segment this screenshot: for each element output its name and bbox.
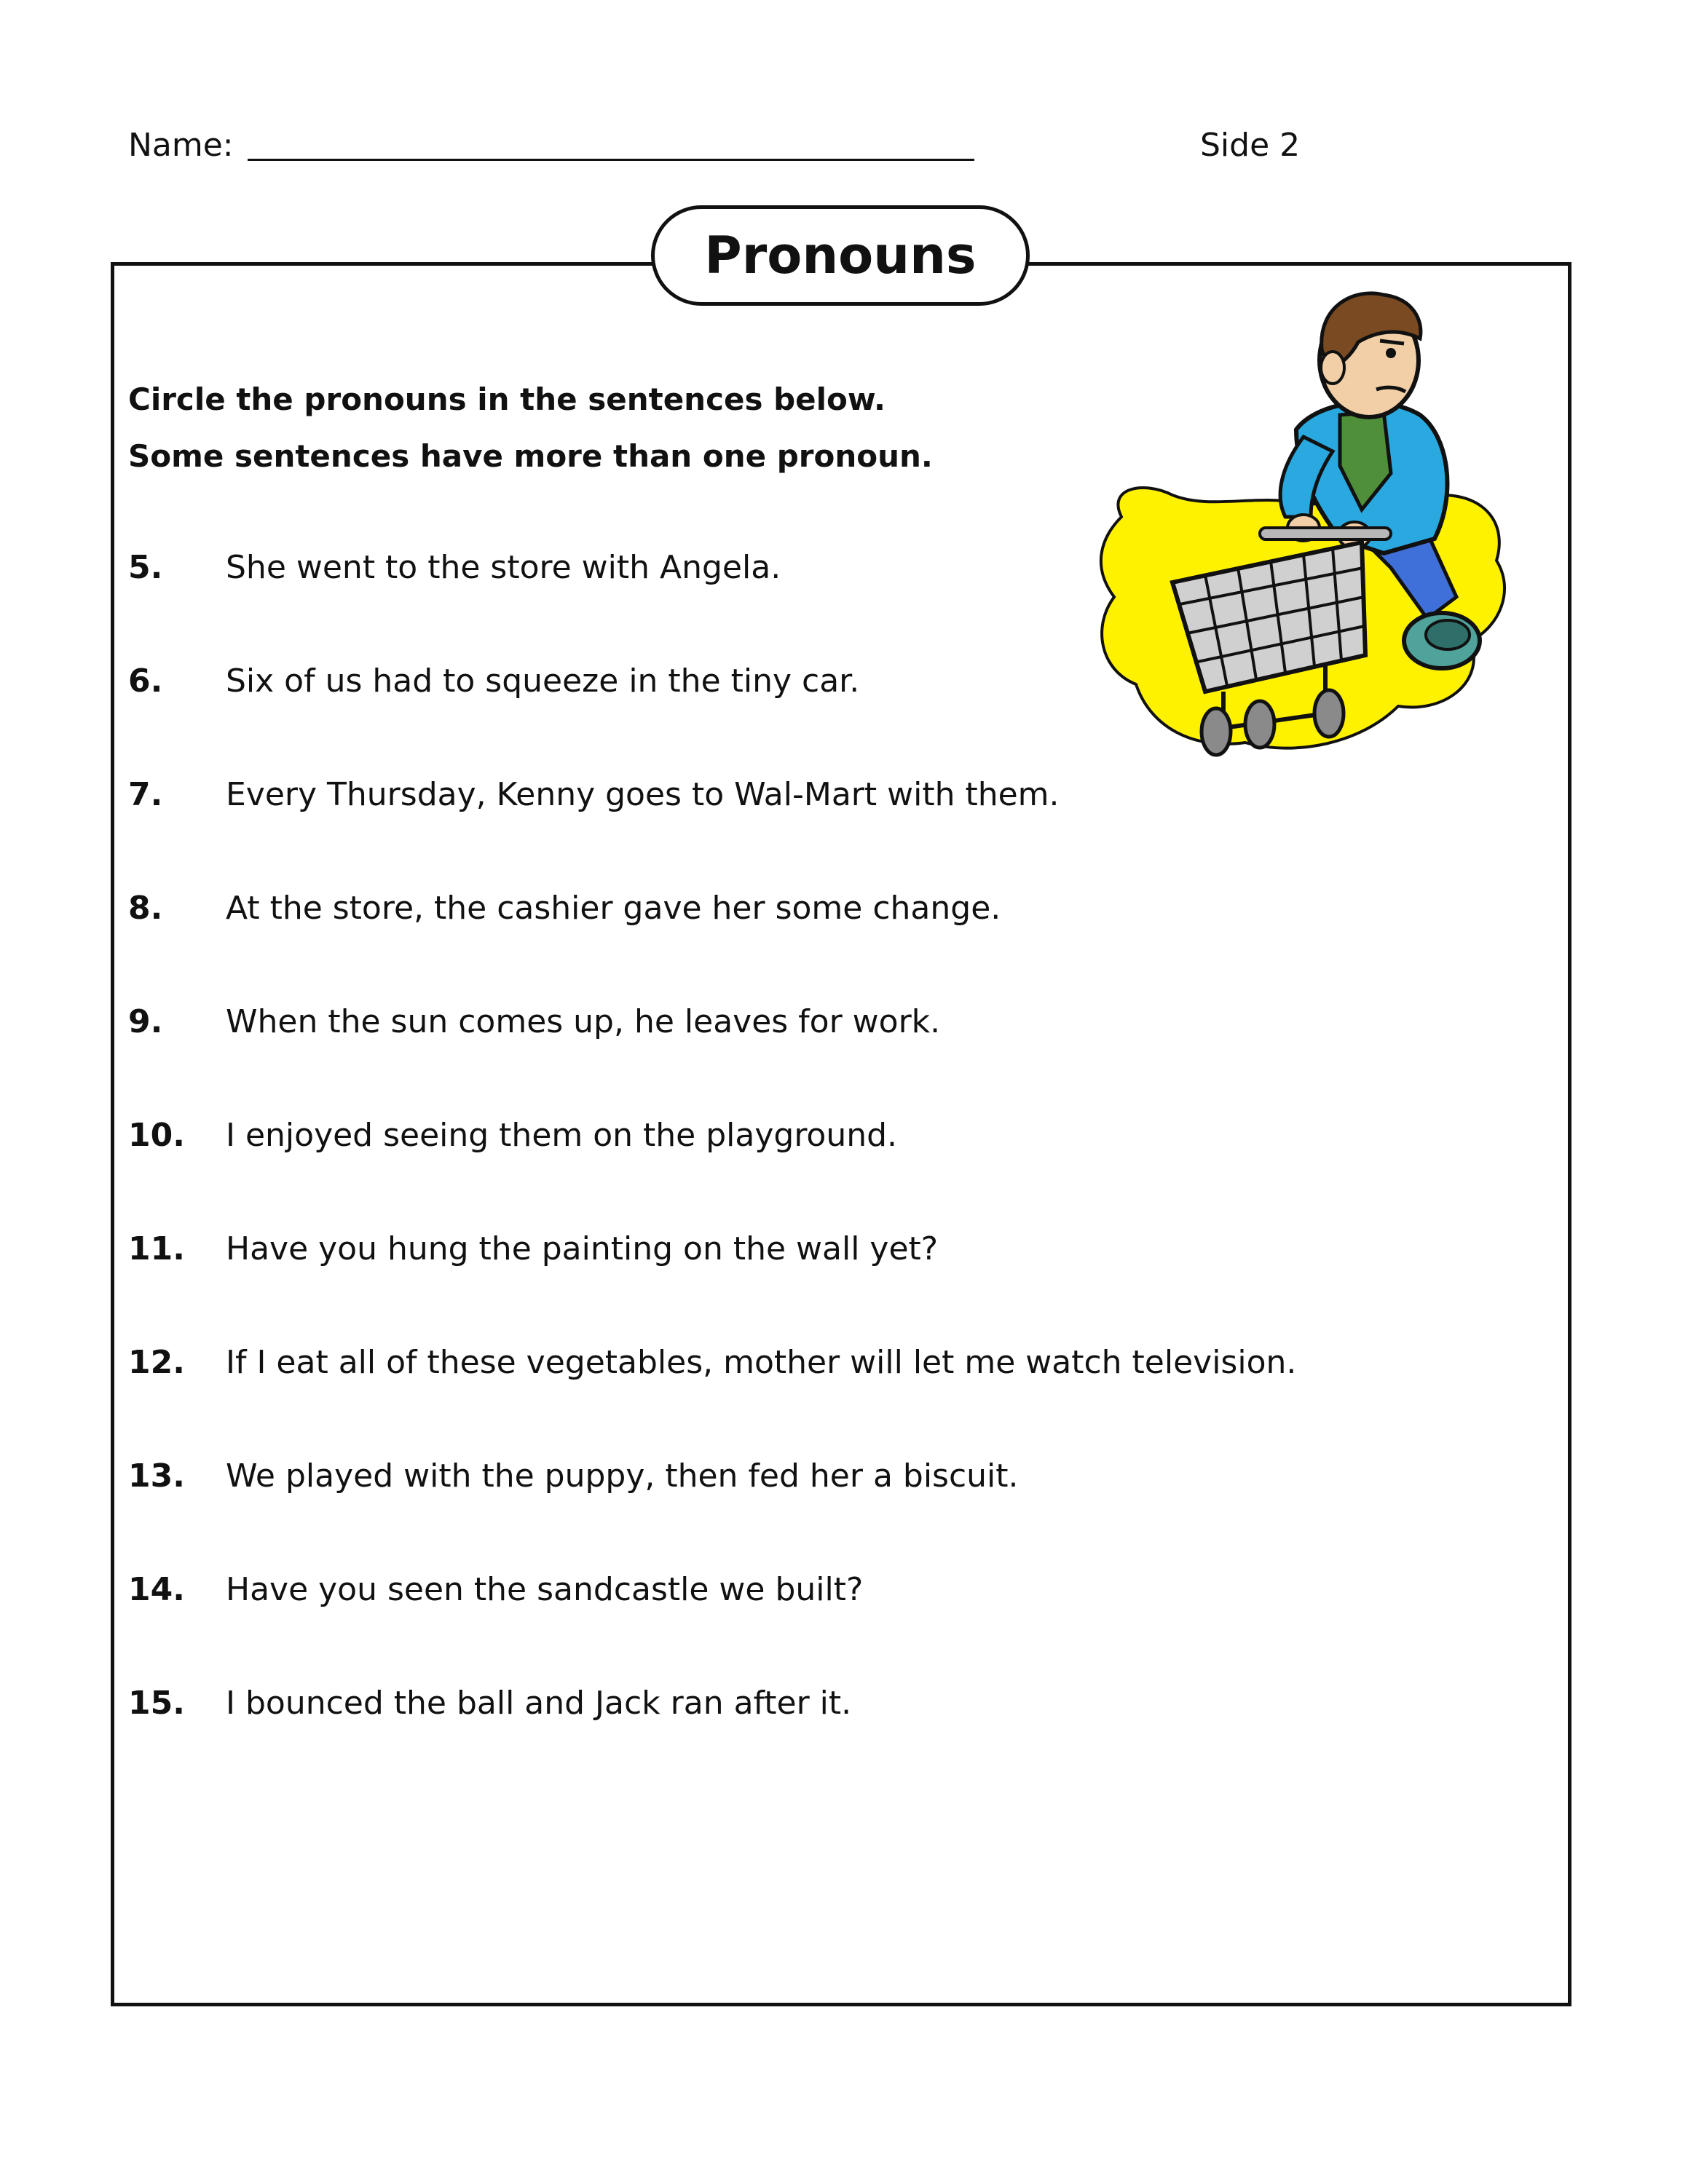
question-item (128, 1224, 1512, 1337)
cart-wheel (1245, 701, 1274, 748)
question-number: 9. (128, 1003, 163, 1040)
question-sentence[interactable]: At the store, the cashier gave her some change. (226, 890, 1001, 927)
cart-wheel (1314, 690, 1344, 737)
question-sentence[interactable]: Have you seen the sandcastle we built? (226, 1571, 864, 1608)
question-sentence[interactable]: She went to the store with Angela. (226, 549, 781, 586)
question-number: 10. (128, 1117, 185, 1154)
instructions (128, 371, 933, 485)
question-item (128, 1678, 1512, 1792)
name-blank-line[interactable] (248, 159, 974, 161)
question-sentence[interactable]: Six of us had to squeeze in the tiny car. (226, 662, 860, 700)
cart-handle (1260, 528, 1391, 539)
question-number: 5. (128, 549, 163, 586)
cart-wheel (1202, 708, 1231, 755)
question-number: 14. (128, 1571, 185, 1608)
worksheet-header (0, 116, 1688, 175)
question-sentence[interactable]: Have you hung the painting on the wall yet? (226, 1230, 939, 1267)
man-pushing-shopping-cart-illustration (1078, 277, 1522, 786)
question-number: 11. (128, 1230, 185, 1267)
question-item (128, 769, 1512, 883)
question-item (128, 1110, 1512, 1224)
question-item (128, 883, 1512, 997)
question-sentence[interactable]: I bounced the ball and Jack ran after it. (226, 1685, 852, 1722)
question-sentence[interactable]: When the sun comes up, he leaves for work. (226, 1003, 941, 1040)
question-number: 15. (128, 1685, 185, 1722)
question-item (128, 997, 1512, 1110)
page-title: Pronouns (704, 226, 977, 285)
question-number: 12. (128, 1344, 185, 1381)
title-banner (651, 205, 1030, 306)
question-sentence[interactable]: If I eat all of these vegetables, mother will let me watch television. (226, 1344, 1297, 1381)
name-label: Name: (128, 127, 234, 164)
question-number: 13. (128, 1457, 185, 1495)
question-item (128, 1564, 1512, 1678)
question-number: 6. (128, 662, 163, 700)
question-item (128, 1337, 1512, 1451)
question-sentence[interactable]: We played with the puppy, then fed her a biscuit. (226, 1457, 1019, 1495)
side-label: Side 2 (1200, 127, 1301, 164)
question-sentence[interactable]: I enjoyed seeing them on the playground. (226, 1117, 898, 1154)
instruction-line: Some sentences have more than one pronoun. (128, 438, 933, 474)
instruction-line: Circle the pronouns in the sentences below. (128, 381, 886, 417)
question-item (128, 1451, 1512, 1564)
question-number: 8. (128, 890, 163, 927)
question-number: 7. (128, 776, 163, 813)
question-sentence[interactable]: Every Thursday, Kenny goes to Wal-Mart with them. (226, 776, 1060, 813)
